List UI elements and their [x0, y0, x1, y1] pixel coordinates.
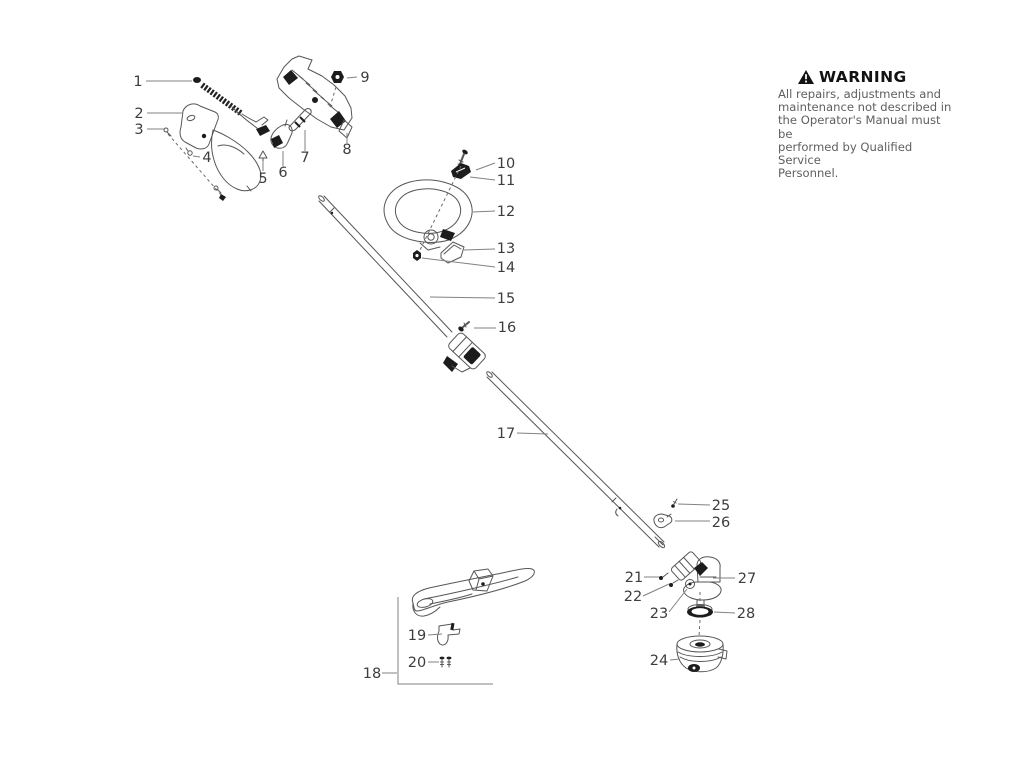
part-number-22: 22 — [623, 589, 643, 605]
part-number-7: 7 — [300, 150, 310, 166]
nut-14-artwork — [413, 250, 421, 261]
part-number-24: 24 — [649, 653, 669, 669]
part-number-2: 2 — [134, 106, 144, 122]
part-number-6: 6 — [278, 165, 288, 181]
part-number-1: 1 — [133, 74, 143, 90]
part-number-21: 21 — [624, 570, 644, 586]
part-number-26: 26 — [711, 515, 731, 531]
callout-leader-28 — [714, 612, 735, 613]
part-number-9: 9 — [360, 70, 370, 86]
callout-leader-22 — [643, 584, 669, 596]
part-number-11: 11 — [496, 173, 516, 189]
part-number-23: 23 — [649, 606, 669, 622]
shield-screws-artwork — [440, 657, 452, 667]
part-number-18: 18 — [362, 666, 382, 682]
part-number-10: 10 — [496, 156, 516, 172]
warning-line: the Operator's Manual must be — [778, 113, 941, 141]
callout-leader-25 — [678, 504, 710, 505]
part-number-27: 27 — [737, 571, 757, 587]
part-number-25: 25 — [711, 498, 731, 514]
part-number-12: 12 — [496, 204, 516, 220]
callout-leader-19 — [428, 634, 442, 635]
warning-body — [778, 88, 958, 180]
lower-shaft-artwork — [486, 371, 666, 549]
warning-line: maintenance not described in — [778, 100, 952, 115]
callout-leader-4 — [193, 156, 200, 157]
callout-leader-11 — [470, 177, 495, 180]
callout-leader-23 — [669, 589, 687, 612]
callout-layer — [133, 70, 756, 682]
spacer-bracket-artwork — [441, 242, 464, 263]
throttle-cable-artwork — [193, 77, 270, 136]
callout-leader-10 — [476, 163, 495, 170]
callout-leader-13 — [464, 249, 495, 250]
clip-26-artwork — [654, 514, 672, 528]
loop-handle-artwork — [384, 166, 472, 252]
callout-leader-15 — [430, 297, 495, 298]
callout-leader-12 — [473, 211, 495, 212]
warning-title — [798, 68, 958, 86]
part-number-4: 4 — [202, 150, 212, 166]
callout-leader-9 — [347, 77, 357, 78]
part-number-16: 16 — [497, 320, 517, 336]
clamp-plate-artwork — [451, 163, 471, 179]
part-number-8: 8 — [342, 142, 352, 158]
part-number-15: 15 — [496, 291, 516, 307]
part-number-17: 17 — [496, 426, 516, 442]
callout-leader-14 — [422, 258, 495, 267]
part-number-3: 3 — [134, 122, 144, 138]
coupler-screw-artwork — [457, 322, 469, 333]
nut-9-artwork — [329, 71, 344, 110]
warning-triangle-icon — [798, 70, 814, 84]
part-number-13: 13 — [496, 241, 516, 257]
screw-25-artwork — [671, 499, 677, 508]
part-number-20: 20 — [407, 655, 427, 671]
part-number-28: 28 — [736, 606, 756, 622]
part-number-19: 19 — [407, 628, 427, 644]
screw-5-artwork — [259, 151, 267, 161]
coupler-artwork — [443, 331, 487, 372]
warning-line: Personnel. — [778, 166, 839, 181]
handle-housing-artwork — [164, 104, 261, 201]
callout-leader-24 — [670, 659, 680, 660]
gearbox-artwork — [670, 551, 721, 608]
handle-half-artwork — [277, 56, 352, 138]
warning-line: performed by Qualified Service — [778, 139, 913, 168]
warning-title-text: WARNING — [819, 68, 907, 86]
trimmer-head-artwork — [677, 636, 727, 672]
warning-note — [778, 68, 958, 180]
part-number-5: 5 — [258, 171, 268, 187]
trigger-artwork — [271, 120, 292, 148]
dust-cup-artwork — [687, 592, 713, 637]
warning-line: All repairs, adjustments and — [778, 87, 942, 101]
part-number-14: 14 — [496, 260, 516, 276]
